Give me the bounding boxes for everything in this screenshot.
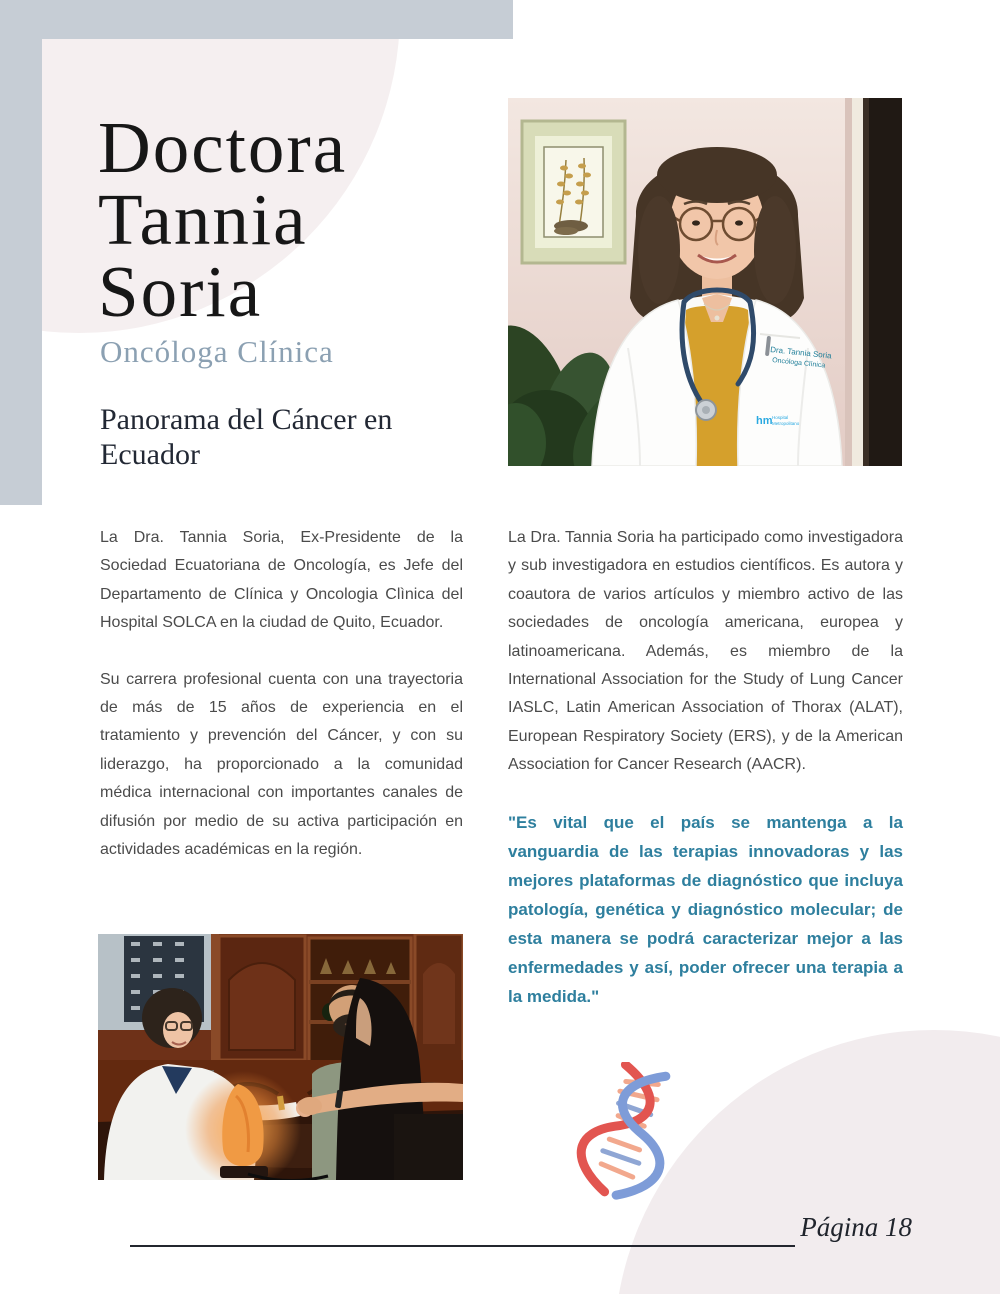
footer-divider-line [130,1245,795,1247]
page-number: Página 18 [800,1212,912,1242]
hospital-logo-line1: Hospital [772,415,789,420]
page-title [98,107,348,332]
hospital-logo-line2: Metropolitano [772,421,800,426]
right-text-column [508,524,903,1011]
bio-paragraph-2: Su carrera profesional cuenta con una trayectoria de más de 15 años de experiencia en el tratamiento y prevención del Cáncer, y con su liderazgo, ha proporcionado a la comunidad médica internacional con importantes canales de difusión por medio de su activa participación en actividades académicas en la región. [100,670,463,859]
bio-paragraph-1: La Dra. Tannia Soria, Ex-Presidente de la Sociedad Ecuatoriana de Oncología, es Jefe del Departamento de Clínica y Oncologia Clìnica del Hospital SOLCA en la ciudad de Quito, Ecuador. [100,529,463,632]
coat-badge-role: Oncóloga Clínica [771,357,826,370]
doctor-portrait-illustration [508,98,902,466]
dna-icon [576,1062,680,1202]
coat-badge-name: Dra. Tannia Soria [769,345,833,361]
title-line-3: Soria [98,251,263,332]
accent-bar-top [0,0,513,39]
title-line-2: Tannia [98,179,308,260]
accent-bar-left [0,0,42,505]
hospital-logo-abbr: hm [756,415,773,427]
meeting-illustration [98,934,463,1180]
meeting-photo [98,934,463,1180]
doctor-portrait-photo [508,98,902,466]
title-line-1: Doctora [98,107,348,188]
framed-picture [522,121,625,263]
role-subtitle: Oncóloga Clínica [100,334,334,369]
left-text-column [100,524,463,892]
research-paragraph: La Dra. Tannia Soria ha participado como investigadora y sub investigadora en estudios científicos. Es autora y coautora de varios artículos y miembro activo de las sociedades de oncología americana, europea y latinoamericana. Además, es miembro de la International Association for the Study of Lung Cancer IASLC, Latin American Association of Thorax (ALAT), European Respiratory Society (ERS), y de la American Association for Cancer Research (AACR). [508,529,903,774]
pull-quote: "Es vital que el país se mantenga a la vanguardia de las terapias innovadoras y las mejores plataformas de diagnóstico que incluya patología, genética y diagnóstico molecular; de esta manera se podrá caracterizar mejor a las enfermedades y así, poder ofrecer una terapia a la medida." [508,812,903,1006]
section-heading: Panorama del Cáncer en Ecuador [100,403,393,471]
